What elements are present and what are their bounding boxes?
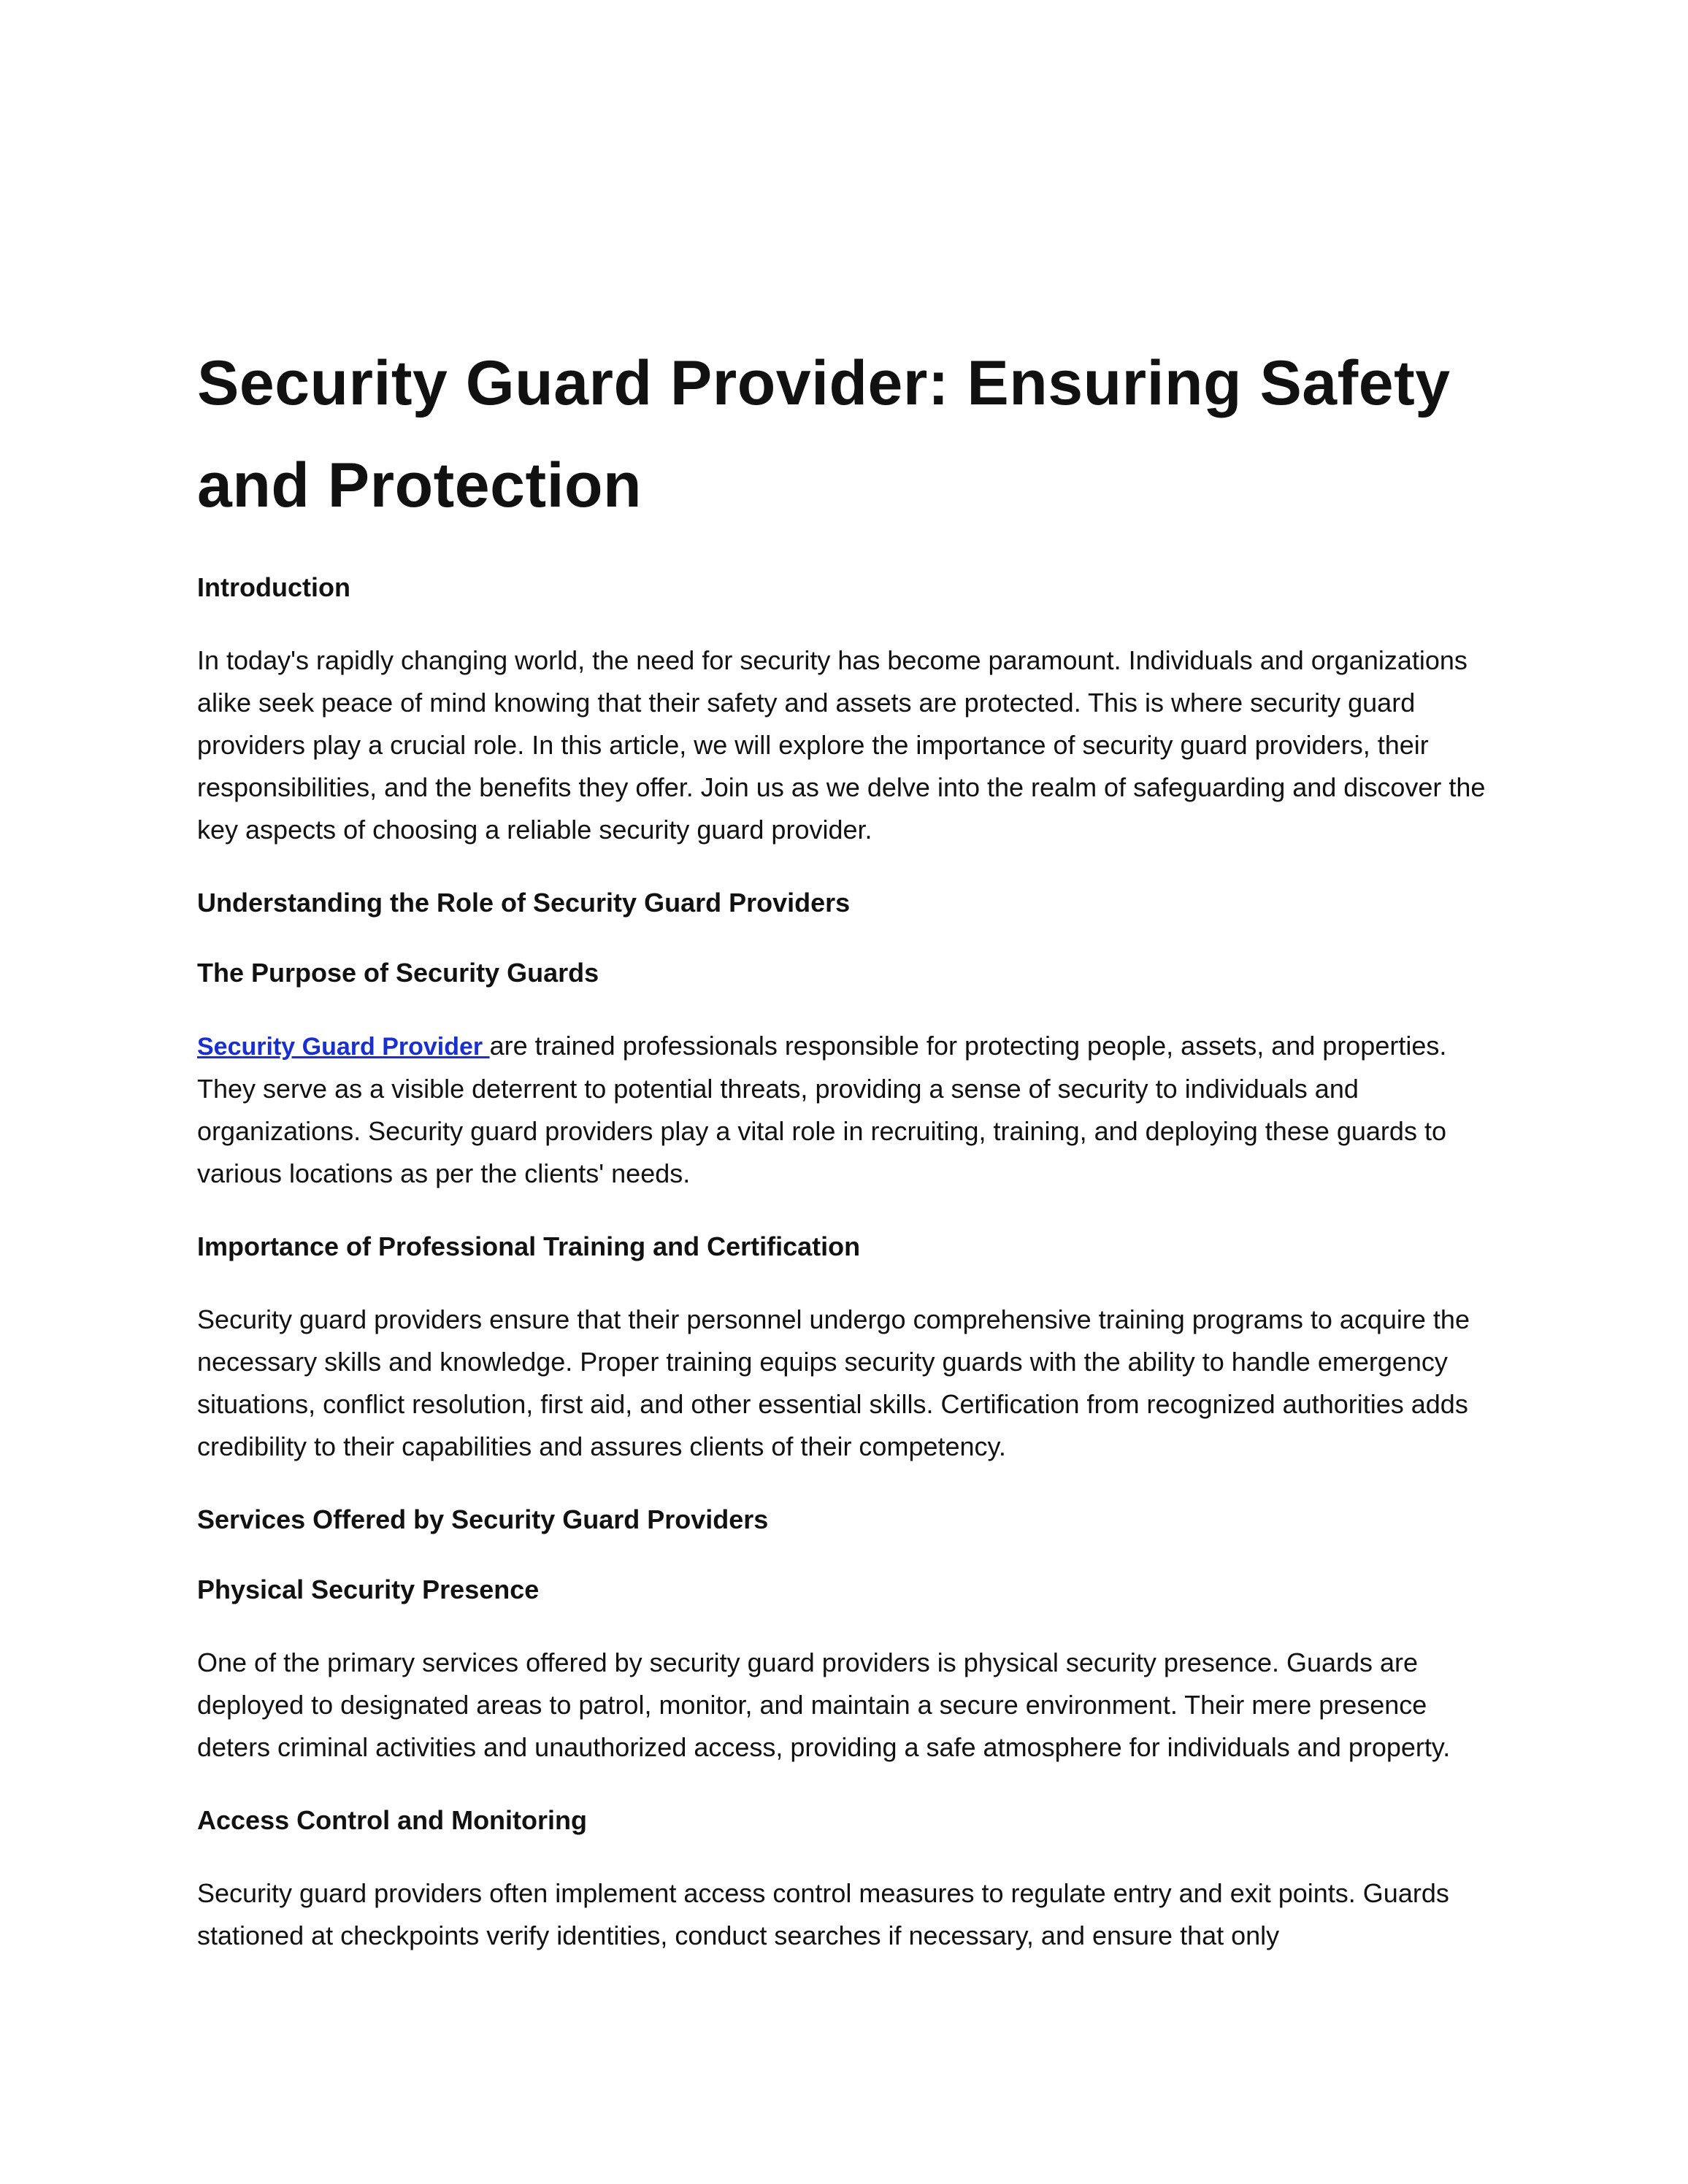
training-heading: Importance of Professional Training and Certification [197,1231,861,1261]
page-title: Security Guard Provider: Ensuring Safety and Protection [197,348,1451,520]
training-paragraph: Security guard providers ensure that their personnel undergo comprehensive training programs to acquire the necessary skills and knowledge. Proper training equips security guards with the ability to handle emergency situations, conflict resolution, first aid, and other essential skills. Certification from recognized authorities adds credibility to their capabilities and assures clients of their competency. [197,1304,1470,1461]
role-heading: Understanding the Role of Security Guard Providers [197,888,851,918]
services-heading: Services Offered by Security Guard Providers [197,1504,769,1534]
intro-paragraph: In today's rapidly changing world, the need for security has become paramount. Individuals and organizations alike seek peace of mind knowing that their safety and assets are protected. This is where security guard providers play a crucial role. In this article, we will explore the importance of security guard providers, their responsibilities, and the benefits they offer. Join us as we delve into the realm of safeguarding and discover the key aspects of choosing a reliable security guard provider. [197,645,1486,845]
purpose-paragraph [197,1025,1489,1195]
purpose-heading: The Purpose of Security Guards [197,958,599,988]
security-guard-provider-link[interactable]: Security Guard Provider [197,1033,490,1061]
access-heading: Access Control and Monitoring [197,1805,588,1835]
intro-heading: Introduction [197,572,350,602]
physical-paragraph: One of the primary services offered by security guard providers is physical security presence. Guards are deployed to designated areas to patrol, monitor, and maintain a secure environment. Their mere presence deters criminal activities and unauthorized access, providing a safe atmosphere for individuals and property. [197,1647,1451,1762]
document-page [197,332,1489,1991]
physical-heading: Physical Security Presence [197,1574,540,1604]
access-paragraph: Security guard providers often implement access control measures to regulate entry and exit points. Guards stationed at checkpoints verify identities, conduct searches if necessary, and ensure that only [197,1878,1449,1950]
purpose-text: are trained professionals responsible for protecting people, assets, and properties. They serve as a visible deterrent to potential threats, providing a sense of security to individuals and organizations. Security guard providers play a vital role in recruiting, training, and deploying these guards to various locations as per the clients' needs. [197,1031,1447,1188]
